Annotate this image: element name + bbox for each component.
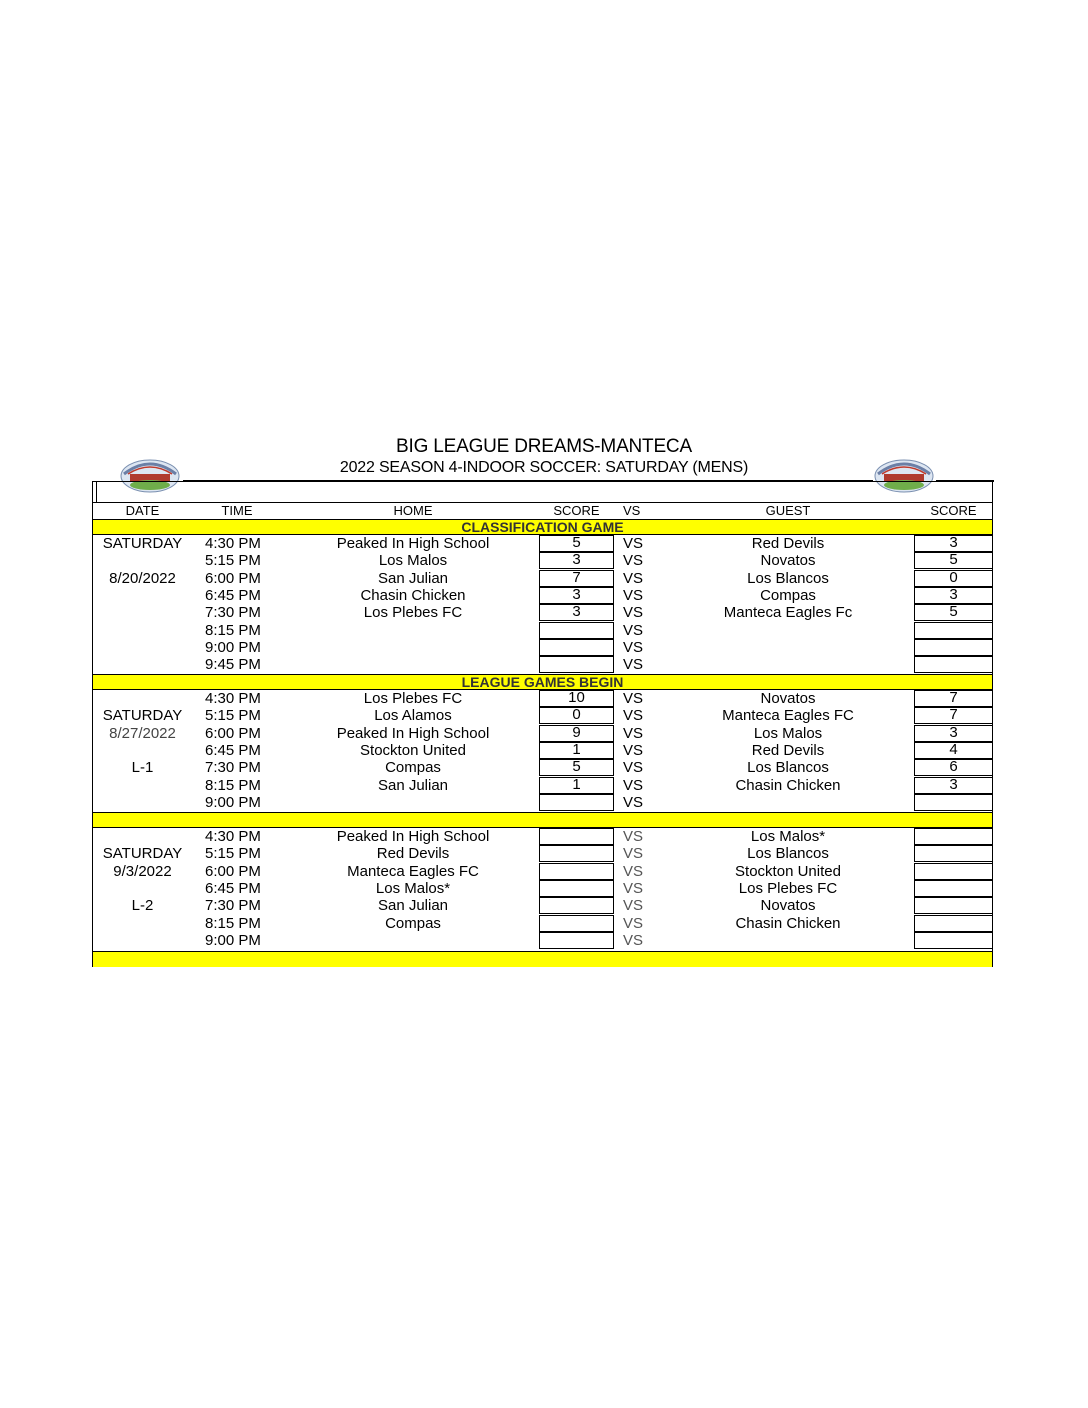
guest-team-cell: Red Devils [751,741,825,759]
guest-score-box [914,915,993,932]
time-cell: 5:15 PM [205,845,261,863]
guest-team-cell: Los Blancos [747,845,829,863]
home-score-box: 1 [539,742,614,759]
home-score-box: 10 [539,690,614,707]
vs-cell: VS [623,741,644,759]
vs-cell: VS [623,897,644,915]
date-cell: 9/3/2022 [113,862,172,880]
home-score-box: 3 [539,552,614,569]
home-score-box [539,863,614,880]
home-team-cell: Red Devils [376,845,450,863]
home-team-cell: Compas [385,914,441,932]
vs-cell: VS [623,621,644,639]
guest-score-box: 5 [914,604,993,621]
vs-cell: VS [623,604,644,622]
home-team-cell: Compas [385,759,441,777]
home-score-box: 9 [539,725,614,742]
guest-team-cell: Manteca Eagles FC [722,707,854,725]
guest-score-box [914,845,993,862]
time-cell: 8:15 PM [205,776,261,794]
time-cell: 9:45 PM [205,656,261,674]
date-cell: SATURDAY [102,707,183,725]
home-score-box [539,656,614,673]
vs-cell: VS [623,931,644,949]
section-band [93,812,992,828]
time-cell: 8:15 PM [205,621,261,639]
date-cell: L-2 [131,897,154,915]
home-score-box: 5 [539,535,614,552]
home-team-cell: Los Alamos [374,707,452,725]
guest-score-box: 3 [914,725,993,742]
header-home: HOME [393,503,433,518]
guest-score-box: 3 [914,535,993,552]
home-score-box [539,622,614,639]
home-score-box [539,828,614,845]
guest-score-box: 5 [914,552,993,569]
header-date: DATE [125,503,160,518]
date-cell: SATURDAY [102,535,183,552]
guest-score-box [914,656,993,673]
home-score-box: 0 [539,707,614,724]
guest-team-cell: Los Malos [753,724,823,742]
home-score-box: 5 [539,759,614,776]
home-team-cell: Los Plebes FC [363,604,463,622]
home-score-box [539,897,614,914]
time-cell: 9:00 PM [205,931,261,949]
home-score-box [539,880,614,897]
home-score-box [539,915,614,932]
guest-team-cell: Los Blancos [747,759,829,777]
guest-team-cell: Chasin Chicken [735,776,841,794]
vs-cell: VS [623,690,644,707]
date-cell: SATURDAY [102,845,183,863]
time-cell: 7:30 PM [205,759,261,777]
guest-score-box [914,932,993,949]
time-cell: 7:30 PM [205,604,261,622]
time-cell: 4:30 PM [205,828,261,845]
guest-team-cell: Manteca Eagles Fc [723,604,853,622]
vs-cell: VS [623,914,644,932]
date-cell: L-1 [131,759,154,777]
vs-cell: VS [623,586,644,604]
schedule-table [92,481,993,967]
home-team-cell: San Julian [377,897,449,915]
time-cell: 6:45 PM [205,879,261,897]
section-band: CLASSIFICATION GAME [93,519,992,535]
home-score-box [539,794,614,811]
time-cell: 9:00 PM [205,638,261,656]
date-cell: 8/20/2022 [109,569,176,587]
home-team-cell: Manteca Eagles FC [347,862,479,880]
page-title: BIG LEAGUE DREAMS-MANTECA [396,436,692,457]
header-time: TIME [221,503,253,518]
vs-cell: VS [623,828,644,845]
home-team-cell: Peaked In High School [336,724,490,742]
time-cell: 7:30 PM [205,897,261,915]
guest-team-cell: Los Malos* [750,828,826,845]
time-cell: 6:00 PM [205,862,261,880]
time-cell: 8:15 PM [205,914,261,932]
guest-score-box [914,794,993,811]
guest-team-cell: Los Blancos [747,569,829,587]
home-team-cell: Los Plebes FC [363,690,463,707]
guest-score-box [914,880,993,897]
home-team-cell: Peaked In High School [336,828,490,845]
vs-cell: VS [623,776,644,794]
home-score-box: 3 [539,587,614,604]
time-cell: 5:15 PM [205,552,261,570]
vs-cell: VS [623,793,644,811]
home-score-box: 3 [539,604,614,621]
guest-score-box [914,639,993,656]
vs-cell: VS [623,552,644,570]
guest-score-box: 4 [914,742,993,759]
vs-cell: VS [623,862,644,880]
vs-cell: VS [623,638,644,656]
home-score-box [539,932,614,949]
guest-team-cell: Red Devils [751,535,825,552]
time-cell: 6:45 PM [205,586,261,604]
vs-cell: VS [623,656,644,674]
header-home-score: SCORE [553,503,600,518]
date-cell: 8/27/2022 [109,724,176,742]
time-cell: 4:30 PM [205,690,261,707]
guest-team-cell: Novatos [760,690,816,707]
guest-team-cell: Compas [760,586,816,604]
header-vs: VS [623,503,641,518]
header-guest: GUEST [765,503,811,518]
time-cell: 6:00 PM [205,569,261,587]
guest-score-box [914,622,993,639]
guest-score-box [914,863,993,880]
home-team-cell: San Julian [377,569,449,587]
vs-cell: VS [623,535,644,552]
guest-score-box: 7 [914,690,993,707]
header-guest-score: SCORE [930,503,977,518]
home-score-box [539,845,614,862]
guest-team-cell: Novatos [760,552,816,570]
guest-score-box: 3 [914,777,993,794]
guest-team-cell: Novatos [760,897,816,915]
vs-cell: VS [623,569,644,587]
time-cell: 6:45 PM [205,741,261,759]
home-score-box: 7 [539,570,614,587]
time-cell: 9:00 PM [205,793,261,811]
guest-score-box: 3 [914,587,993,604]
guest-team-cell: Los Plebes FC [738,879,838,897]
home-score-box [539,639,614,656]
guest-score-box [914,897,993,914]
guest-score-box: 0 [914,570,993,587]
section-band: LEAGUE GAMES BEGIN [93,674,992,690]
vs-cell: VS [623,724,644,742]
guest-score-box [914,828,993,845]
guest-team-cell: Stockton United [735,862,841,880]
home-team-cell: Peaked In High School [336,535,490,552]
vs-cell: VS [623,707,644,725]
vs-cell: VS [623,845,644,863]
guest-score-box: 7 [914,707,993,724]
time-cell: 5:15 PM [205,707,261,725]
guest-team-cell: Chasin Chicken [735,914,841,932]
top-bar-tick [93,482,97,502]
vs-cell: VS [623,759,644,777]
home-team-cell: Los Malos [378,552,448,570]
time-cell: 4:30 PM [205,535,261,552]
footer-band [93,951,992,967]
page-subtitle: 2022 SEASON 4-INDOOR SOCCER: SATURDAY (MENS) [339,459,749,476]
home-team-cell: Los Malos* [375,879,451,897]
vs-cell: VS [623,879,644,897]
top-bar [93,482,992,503]
time-cell: 6:00 PM [205,724,261,742]
home-team-cell: Stockton United [360,741,466,759]
home-score-box: 1 [539,777,614,794]
guest-score-box: 6 [914,759,993,776]
home-team-cell: Chasin Chicken [360,586,466,604]
home-team-cell: San Julian [377,776,449,794]
